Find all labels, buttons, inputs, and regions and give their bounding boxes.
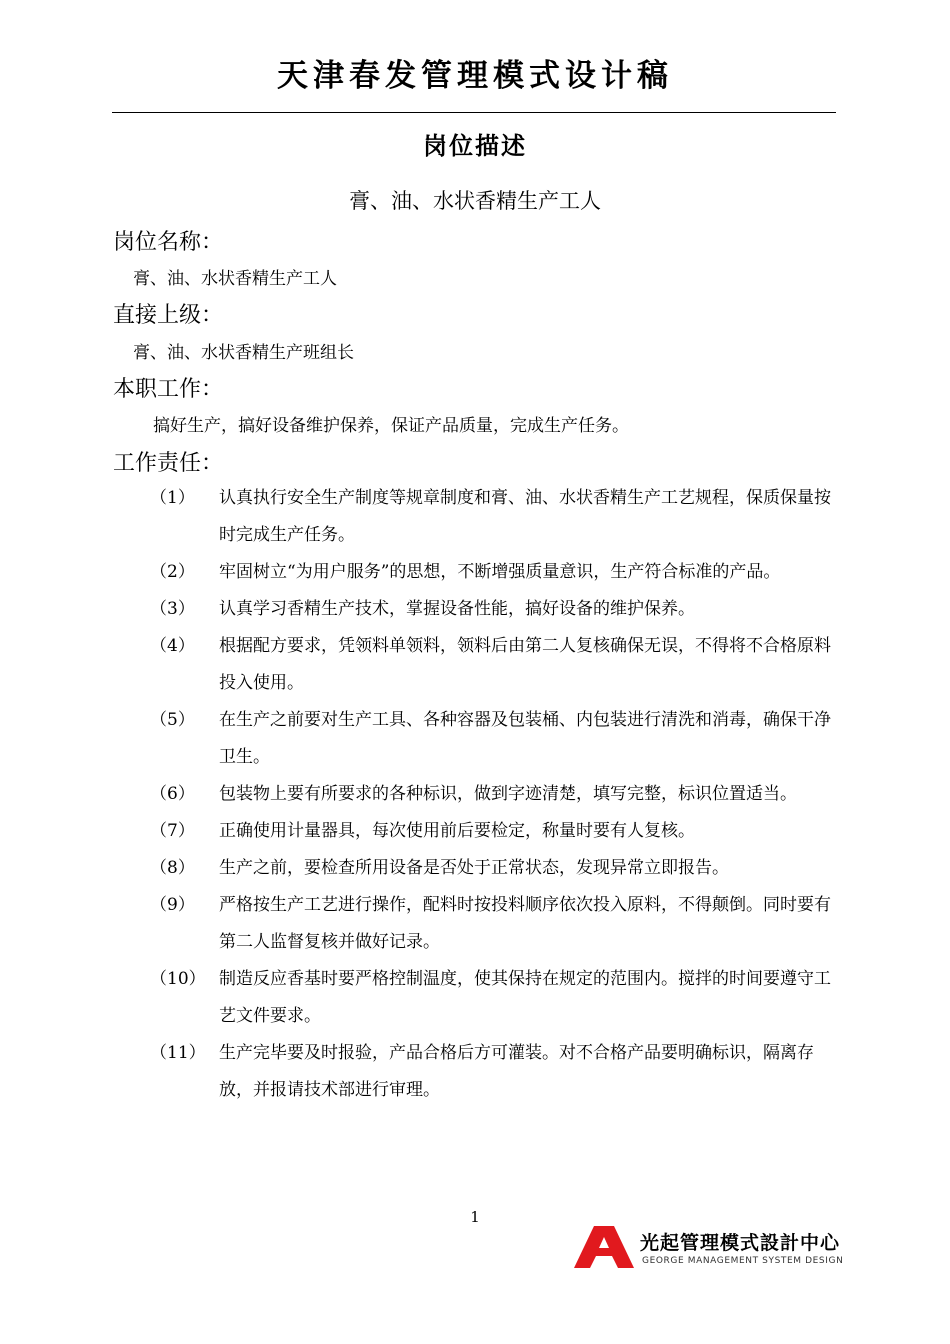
duties-label: 工作责任： (113, 451, 224, 476)
duty-number: （6） (150, 784, 195, 804)
duty-number: （3） (150, 599, 195, 619)
page-number: 1 (470, 1208, 480, 1226)
position-name-label: 岗位名称： (113, 230, 224, 255)
brand-name-cn: 光起管理模式設計中心 (640, 1232, 841, 1254)
supervisor-label: 直接上级： (113, 303, 224, 328)
duty-text: 根据配方要求，凭领料单领料，领料后由第二人复核确保无误，不得将不合格原料投入使用。 (219, 636, 831, 693)
title-divider (112, 112, 836, 113)
duty-text: 牢固树立“为用户服务”的思想，不断增强质量意识，生产符合标准的产品。 (219, 562, 781, 582)
job-work-value: 搞好生产，搞好设备维护保养，保证产品质量，完成生产任务。 (153, 416, 629, 436)
section-title: 岗位描述 (423, 132, 527, 160)
duty-number: （5） (150, 710, 195, 730)
duty-number: （10） (150, 969, 206, 989)
brand-name-en: GEORGE MANAGEMENT SYSTEM DESIGN (642, 1256, 844, 1266)
duty-text: 在生产之前要对生产工具、各种容器及包装桶、内包装进行清洗和消毒，确保干净卫生。 (219, 710, 831, 767)
duty-item (150, 850, 840, 887)
brand-logo (574, 1226, 844, 1274)
position-subtitle: 膏、油、水状香精生产工人 (349, 189, 601, 213)
job-work-label: 本职工作： (113, 377, 224, 402)
duty-text: 包装物上要有所要求的各种标识，做到字迹清楚，填写完整，标识位置适当。 (219, 784, 797, 804)
duty-item (150, 813, 840, 850)
duty-text: 正确使用计量器具，每次使用前后要检定，称量时要有人复核。 (219, 821, 695, 841)
supervisor-value: 膏、油、水状香精生产班组长 (133, 343, 354, 363)
duty-item (150, 776, 840, 813)
duty-number: （11） (150, 1043, 206, 1063)
duty-number: （7） (150, 821, 195, 841)
duty-text: 生产完毕要及时报验，产品合格后方可灌装。对不合格产品要明确标识，隔离存放，并报请技术部进行审理。 (219, 1043, 814, 1100)
duty-text: 严格按生产工艺进行操作，配料时按投料顺序依次投入原料，不得颠倒。同时要有第二人监督复核并做好记录。 (219, 895, 831, 952)
red-letter-a-logo-icon (574, 1226, 634, 1268)
duty-number: （8） (150, 858, 195, 878)
duty-item (150, 1035, 840, 1109)
duty-item (150, 887, 840, 961)
duty-text: 制造反应香基时要严格控制温度，使其保持在规定的范围内。搅拌的时间要遵守工艺文件要求。 (219, 969, 831, 1026)
duty-list (150, 480, 840, 1109)
duty-item (150, 628, 840, 702)
duty-item (150, 480, 840, 554)
duty-number: （1） (150, 488, 195, 508)
duty-text: 认真执行安全生产制度等规章制度和膏、油、水状香精生产工艺规程，保质保量按时完成生产任务。 (219, 488, 831, 545)
duty-item (150, 961, 840, 1035)
duty-text: 认真学习香精生产技术，掌握设备性能，搞好设备的维护保养。 (219, 599, 695, 619)
duty-item (150, 591, 840, 628)
duty-text: 生产之前，要检查所用设备是否处于正常状态，发现异常立即报告。 (219, 858, 729, 878)
position-name-value: 膏、油、水状香精生产工人 (133, 269, 337, 289)
document-title: 天津春发管理模式设计稿 (277, 58, 673, 94)
duty-item (150, 702, 840, 776)
duty-number: （9） (150, 895, 195, 915)
duty-item (150, 554, 840, 591)
duty-number: （2） (150, 562, 195, 582)
duty-number: （4） (150, 636, 195, 656)
